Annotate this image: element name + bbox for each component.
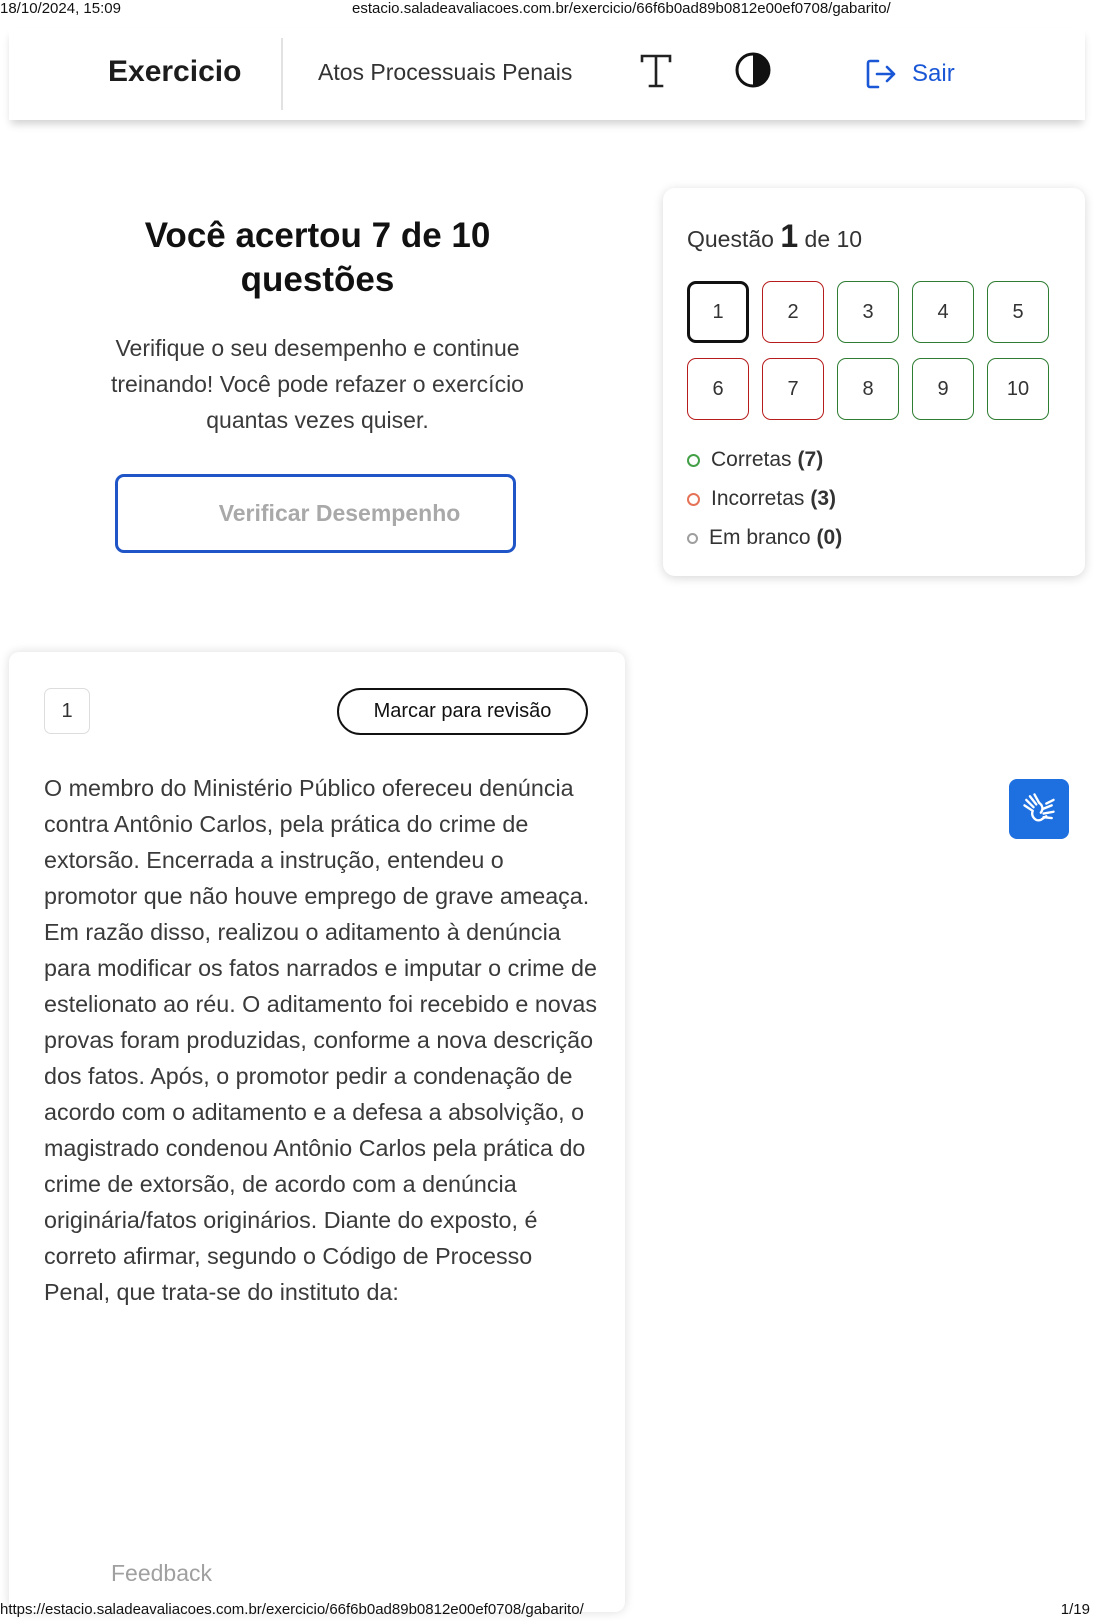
brand-title: Exercicio <box>108 55 242 88</box>
question-button-1[interactable]: 1 <box>687 281 749 343</box>
correct-status-icon <box>687 454 700 467</box>
legend-blank <box>687 524 842 552</box>
print-header <box>0 0 1094 18</box>
incorrect-status-icon <box>687 493 700 506</box>
question-button-10[interactable]: 10 <box>987 358 1049 420</box>
navigator-title-suffix: de 10 <box>804 226 863 252</box>
logout-button[interactable] <box>864 54 955 94</box>
legend-incorrect-label: Incorretas <box>711 487 805 510</box>
verify-performance-label: Verificar Desempenho <box>218 500 461 526</box>
logout-label: Sair <box>912 60 955 87</box>
question-button-6[interactable]: 6 <box>687 358 749 420</box>
mark-for-review-button[interactable]: Marcar para revisão <box>337 688 588 735</box>
font-size-icon <box>636 48 676 92</box>
question-statement: O membro do Ministério Público ofereceu denúncia contra Antônio Carlos, pela prática do crime de extorsão. Encerrada a instrução, entendeu o promotor que não houve emprego de grave ameaça. Em razão disso, realizou o aditamento à denúncia para modificar os fatos narrados e imputar o crime de estelionato ao réu. O aditamento foi recebido e novas provas foram produzidas, conforme a nova descrição dos fatos. Após, o promotor pedir a condenação de acordo com o aditamento e a defesa a absolvição, o magistrado condenou Antônio Carlos pela prática do crime de extorsão, de acordo com a denúncia originária/fatos originários. Diante do exposto, é correto afirmar, segundo o Código de Processo Penal, que trata-se do instituto da: <box>44 775 598 1305</box>
question-card <box>9 652 625 1612</box>
question-button-3[interactable]: 3 <box>837 281 899 343</box>
contrast-icon <box>733 50 773 90</box>
blank-status-icon <box>687 533 698 544</box>
print-datetime: 18/10/2024, 15:09 <box>0 0 121 17</box>
logout-icon <box>864 57 898 91</box>
navigator-title <box>687 218 862 255</box>
legend-correct-count: (7) <box>797 448 824 471</box>
navigator-current-number: 1 <box>780 218 799 254</box>
verify-performance-button[interactable] <box>115 474 516 553</box>
top-navbar <box>9 28 1085 120</box>
legend-incorrect <box>687 485 836 513</box>
contrast-button[interactable] <box>733 50 773 90</box>
print-url-top: estacio.saladeavaliacoes.com.br/exercicio/66f6b0ad89b0812e00ef0708/gabarito/ <box>352 0 891 17</box>
feedback-link[interactable]: Feedback <box>111 1560 213 1586</box>
sign-language-button[interactable] <box>1009 779 1069 839</box>
question-button-5[interactable]: 5 <box>987 281 1049 343</box>
legend-blank-count: (0) <box>816 526 843 549</box>
print-footer <box>0 1601 1094 1623</box>
question-button-4[interactable]: 4 <box>912 281 974 343</box>
font-size-button[interactable] <box>636 48 676 92</box>
legend-incorrect-count: (3) <box>810 487 837 510</box>
question-button-7[interactable]: 7 <box>762 358 824 420</box>
question-button-9[interactable]: 9 <box>912 358 974 420</box>
print-url-bottom: https://estacio.saladeavaliacoes.com.br/exercicio/66f6b0ad89b0812e00ef0708/gabarito/ <box>0 1601 584 1618</box>
result-description: Verifique o seu desempenho e continue treinando! Você pode refazer o exercício quantas vezes quiser. <box>111 335 524 433</box>
subject-title: Atos Processuais Penais <box>318 59 573 85</box>
question-button-2[interactable]: 2 <box>762 281 824 343</box>
navigator-title-prefix: Questão <box>687 226 774 252</box>
legend-correct-label: Corretas <box>711 448 792 471</box>
legend-correct <box>687 446 823 474</box>
result-title: Você acertou 7 de 10 questões <box>144 216 491 299</box>
sign-language-icon <box>1019 789 1059 829</box>
question-navigator <box>663 188 1085 576</box>
navbar-divider <box>281 38 283 110</box>
print-page-number: 1/19 <box>1060 1601 1090 1618</box>
legend-blank-label: Em branco <box>709 526 811 549</box>
question-number-badge: 1 <box>44 688 90 734</box>
question-button-8[interactable]: 8 <box>837 358 899 420</box>
